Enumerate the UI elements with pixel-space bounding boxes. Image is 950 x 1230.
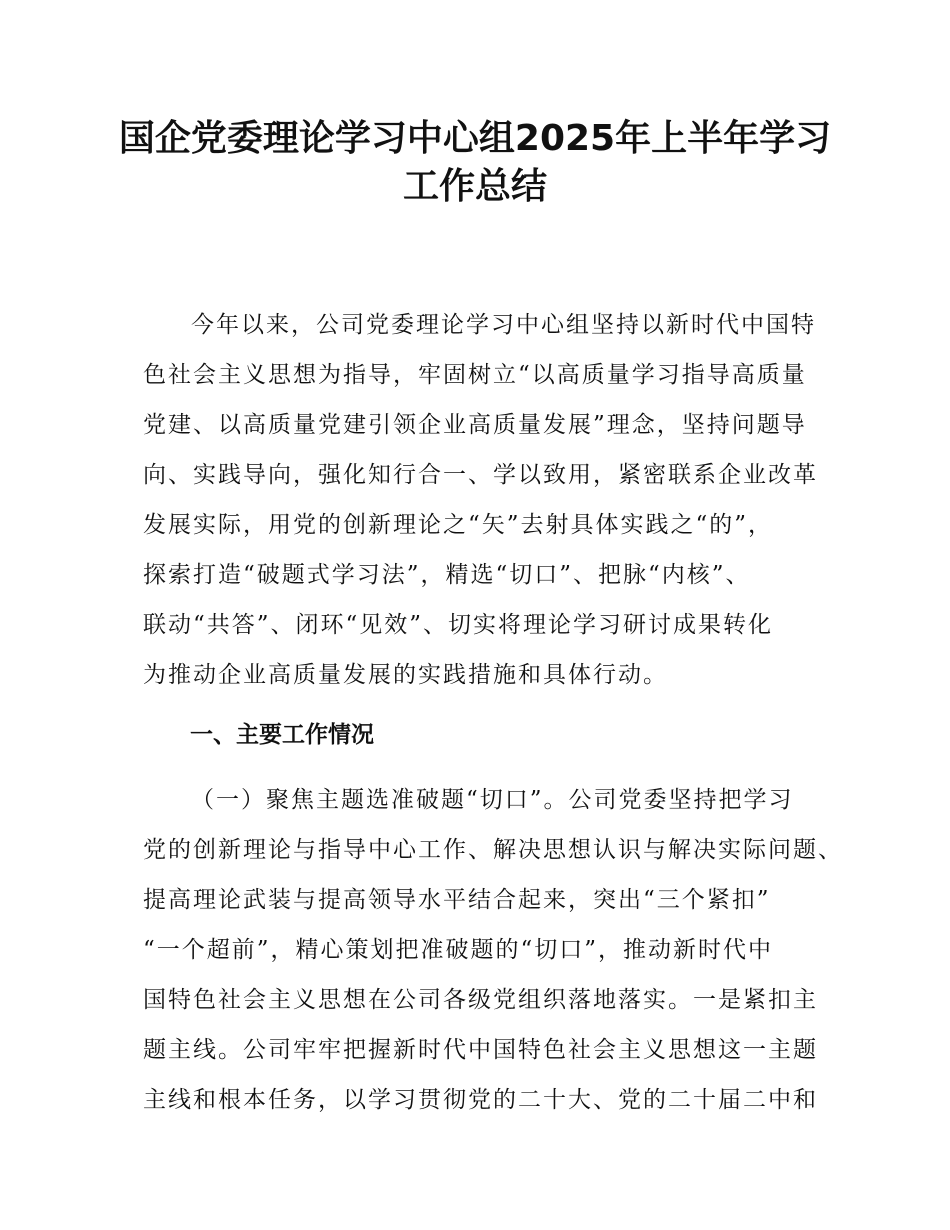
- section-heading: 一、主要工作情况: [190, 722, 374, 748]
- section-one-line: 国特色社会主义思想在公司各级党组织落地落实。一是紧扣主: [143, 987, 818, 1013]
- section-one-line: 党的创新理论与指导中心工作、解决思想认识与解决实际问题、: [143, 837, 843, 863]
- section-one-line: 提高理论武装与提高领导水平结合起来，突出“三个紧扣”: [143, 887, 771, 913]
- intro-line: 发展实际，用党的创新理论之“矢”去射具体实践之“的”，: [143, 512, 774, 538]
- intro-paragraph: [143, 300, 823, 700]
- section-one-line: 题主线。公司牢牢把握新时代中国特色社会主义思想这一主题: [143, 1037, 818, 1063]
- section-one-paragraph: [143, 775, 843, 1125]
- section-one-line: （一）聚焦主题选准破题“切口”。公司党委坚持把学习: [191, 787, 794, 813]
- document-title-line-2: 工作总结: [402, 166, 547, 207]
- intro-line: 联动“共答”、闭环“见效”、切实将理论学习研讨成果转化: [143, 612, 774, 638]
- intro-line: 向、实践导向，强化知行合一、学以致用，紧密联系企业改革: [143, 462, 818, 488]
- intro-line: 党建、以高质量党建引领企业高质量发展”理念，坚持问题导: [143, 412, 807, 438]
- document-title-line-1: 国企党委理论学习中心组2025年上半年学习: [118, 118, 832, 159]
- intro-line: 为推动企业高质量发展的实践措施和具体行动。: [143, 662, 668, 688]
- section-one-line: “一个超前”，精心策划把准破题的“切口”，推动新时代中: [143, 937, 774, 963]
- intro-line: 色社会主义思想为指导，牢固树立“以高质量学习指导高质量: [143, 362, 807, 388]
- intro-line: 今年以来，公司党委理论学习中心组坚持以新时代中国特: [191, 312, 816, 338]
- intro-line: 探索打造“破题式学习法”，精选“切口”、把脉“内核”、: [143, 562, 751, 588]
- section-one-line: 主线和根本任务，以学习贯彻党的二十大、党的二十届二中和: [143, 1087, 818, 1113]
